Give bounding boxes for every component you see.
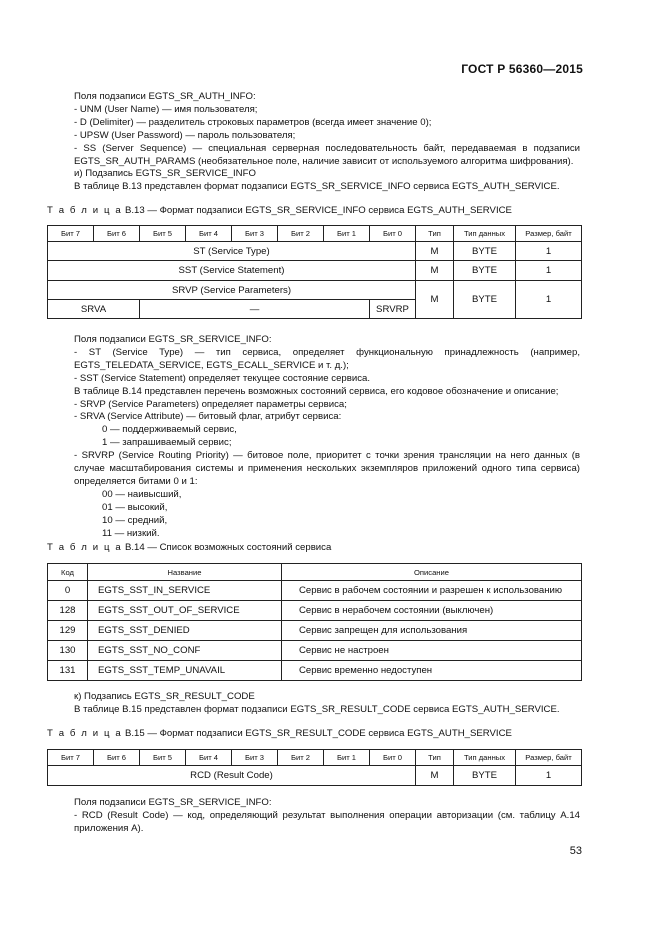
header-cell: Код — [48, 564, 88, 581]
field-cell: SST (Service Statement) — [48, 261, 416, 281]
table-caption-b13: Т а б л и ц а В.13 — Формат подзаписи EGTS_SR_SERVICE_INFO сервиса EGTS_AUTH_SERVICE — [47, 205, 512, 216]
table-b14 — [47, 563, 582, 681]
header-cell: Бит 6 — [94, 226, 140, 242]
reserved-cell: — — [140, 300, 370, 319]
paragraph: 0 — поддерживаемый сервис, — [102, 424, 237, 436]
text-block-result-code — [47, 691, 580, 717]
description-cell: Сервис запрещен для использования — [282, 621, 582, 641]
table-row — [48, 621, 582, 641]
table-row — [48, 242, 582, 261]
type-cell: M — [416, 261, 454, 281]
header-cell: Бит 2 — [278, 750, 324, 766]
name-cell: EGTS_SST_DENIED — [88, 621, 282, 641]
paragraph: Поля подзаписи EGTS_SR_SERVICE_INFO: — [74, 797, 272, 808]
field-cell: RCD (Result Code) — [48, 766, 416, 786]
datatype-cell: BYTE — [454, 242, 516, 261]
header-cell: Бит 2 — [278, 226, 324, 242]
datatype-cell: BYTE — [454, 281, 516, 319]
paragraph: - SRVRP (Service Routing Priority) — битовое поле, приоритет с точки зрения трансляции на него данных (в случае масштабирования системы и применения нескольких экземпляров приложений одного типа сервиса) определяется битами 0 и 1: — [74, 450, 580, 487]
header-cell: Бит 3 — [232, 226, 278, 242]
table-b15 — [47, 749, 582, 786]
paragraph: 01 — высокий, — [102, 501, 168, 513]
type-cell: M — [416, 281, 454, 319]
table-header-row — [48, 750, 582, 766]
paragraph: - SRVA (Service Attribute) — битовый флаг, атрибут сервиса: — [74, 411, 342, 423]
document-header: ГОСТ Р 56360—2015 — [461, 62, 583, 76]
description-cell: Сервис в нерабочем состоянии (выключен) — [282, 601, 582, 621]
table-caption-b15: Т а б л и ц а В.15 — Формат подзаписи EGTS_SR_RESULT_CODE сервиса EGTS_AUTH_SERVICE — [47, 728, 512, 739]
header-cell: Бит 0 — [370, 750, 416, 766]
name-cell: EGTS_SST_NO_CONF — [88, 641, 282, 661]
table-b13 — [47, 225, 582, 319]
paragraph: 1 — запрашиваемый сервис; — [102, 437, 232, 449]
paragraph: 11 — низкий. — [102, 527, 160, 539]
datatype-cell: BYTE — [454, 766, 516, 786]
size-cell: 1 — [516, 261, 582, 281]
srvrp-cell: SRVRP — [370, 300, 416, 319]
type-cell: M — [416, 766, 454, 786]
table-header-row — [48, 564, 582, 581]
table-row — [48, 601, 582, 621]
table-row — [48, 661, 582, 681]
size-cell: 1 — [516, 766, 582, 786]
paragraph: - D (Delimiter) — разделитель строковых параметров (всегда имеет значение 0); — [74, 116, 432, 128]
paragraph: и) Подзапись EGTS_SR_SERVICE_INFO — [74, 168, 256, 180]
table-row — [48, 766, 582, 786]
header-cell: Тип данных — [454, 226, 516, 242]
type-cell: M — [416, 242, 454, 261]
name-cell: EGTS_SST_IN_SERVICE — [88, 581, 282, 601]
header-cell: Бит 7 — [48, 750, 94, 766]
header-cell: Название — [88, 564, 282, 581]
text-block-service-info — [47, 334, 580, 541]
field-cell: SRVP (Service Parameters) — [48, 281, 416, 300]
table-row — [48, 641, 582, 661]
header-cell: Бит 6 — [94, 750, 140, 766]
field-cell: ST (Service Type) — [48, 242, 416, 261]
paragraph: 00 — наивысший, — [102, 488, 182, 500]
header-cell: Бит 0 — [370, 226, 416, 242]
code-cell: 129 — [48, 621, 88, 641]
code-cell: 0 — [48, 581, 88, 601]
paragraph: В таблице В.14 представлен перечень возможных состояний сервиса, его кодовое обозначение и описание; — [74, 385, 559, 397]
header-cell: Бит 7 — [48, 226, 94, 242]
paragraph: В таблице В.15 представлен формат подзаписи EGTS_SR_RESULT_CODE сервиса EGTS_AUTH_SERVICE. — [74, 703, 560, 715]
srva-cell: SRVA — [48, 300, 140, 319]
table-row — [48, 581, 582, 601]
table-caption-b14: Т а б л и ц а В.14 — Список возможных состояний сервиса — [47, 542, 332, 553]
code-cell: 130 — [48, 641, 88, 661]
paragraph: Поля подзаписи EGTS_SR_AUTH_INFO: — [74, 91, 256, 102]
paragraph: - SST (Service Statement) определяет текущее состояние сервиса. — [74, 372, 371, 384]
paragraph: Поля подзаписи EGTS_SR_SERVICE_INFO: — [74, 334, 272, 345]
text-block-rcd — [47, 797, 580, 836]
header-cell: Бит 4 — [186, 750, 232, 766]
header-cell: Бит 5 — [140, 750, 186, 766]
paragraph: - SRVP (Service Parameters) определяет параметры сервиса; — [74, 398, 347, 410]
table-row — [48, 261, 582, 281]
paragraph: - UNM (User Name) — имя пользователя; — [74, 103, 258, 115]
paragraph: - SS (Server Sequence) — специальная серверная последовательность байт, передаваемая в подзаписи EGTS_SR_AUTH_PARAMS (необязательное поле, наличие зависит от используемого алгоритма шифрования). — [74, 142, 580, 167]
header-cell: Бит 4 — [186, 226, 232, 242]
header-cell: Бит 1 — [324, 226, 370, 242]
paragraph: - ST (Service Type) — тип сервиса, определяет функциональную принадлежность (например, EGTS_TELEDATA_SERVICE, EGTS_ECALL_SERVICE и т. д.); — [74, 346, 580, 371]
table-header-row — [48, 226, 582, 242]
header-cell: Размер, байт — [516, 750, 582, 766]
table-row — [48, 281, 582, 300]
name-cell: EGTS_SST_OUT_OF_SERVICE — [88, 601, 282, 621]
paragraph: к) Подзапись EGTS_SR_RESULT_CODE — [74, 691, 255, 702]
header-cell: Тип данных — [454, 750, 516, 766]
header-cell: Бит 5 — [140, 226, 186, 242]
size-cell: 1 — [516, 242, 582, 261]
header-cell: Бит 3 — [232, 750, 278, 766]
code-cell: 128 — [48, 601, 88, 621]
paragraph: - UPSW (User Password) — пароль пользователя; — [74, 129, 296, 141]
description-cell: Сервис временно недоступен — [282, 661, 582, 681]
text-block-auth-info — [47, 91, 580, 194]
header-cell: Тип — [416, 226, 454, 242]
header-cell: Описание — [282, 564, 582, 581]
code-cell: 131 — [48, 661, 88, 681]
paragraph: - RCD (Result Code) — код, определяющий результат выполнения операции авторизации (см. таблицу А.14 приложения А). — [74, 809, 580, 834]
description-cell: Сервис не настроен — [282, 641, 582, 661]
page-number: 53 — [569, 845, 582, 857]
datatype-cell: BYTE — [454, 261, 516, 281]
header-cell: Тип — [416, 750, 454, 766]
size-cell: 1 — [516, 281, 582, 319]
description-cell: Сервис в рабочем состоянии и разрешен к использованию — [282, 581, 582, 601]
name-cell: EGTS_SST_TEMP_UNAVAIL — [88, 661, 282, 681]
header-cell: Размер, байт — [516, 226, 582, 242]
paragraph: 10 — средний, — [102, 514, 168, 526]
header-cell: Бит 1 — [324, 750, 370, 766]
paragraph: В таблице В.13 представлен формат подзаписи EGTS_SR_SERVICE_INFO сервиса EGTS_AUTH_SERVICE. — [74, 181, 560, 193]
